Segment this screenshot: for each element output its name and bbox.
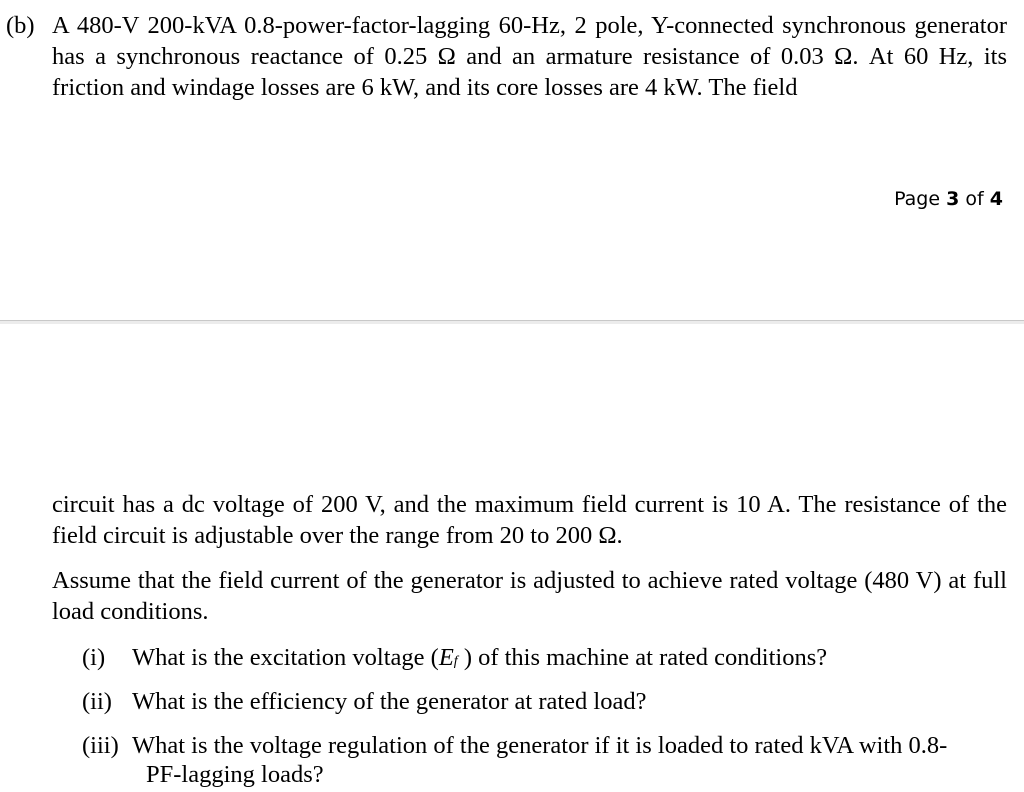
page-word: Page (894, 188, 941, 210)
question-text: What is the voltage regulation of the generator if it is loaded to rated kVA with 0.8- (132, 732, 948, 759)
question-text-after-symbol: ) of this machine at rated conditions? (457, 644, 828, 671)
problem-intro-paragraph: A 480-V 200-kVA 0.8-power-factor-lagging 60-Hz, 2 pole, Y-connected synchronous generator has a synchronous reactance of 0.25 Ω and an armature resistance of 0.03 Ω. At 60 Hz, its friction and windage losses are 6 kW, and its core losses are 4 kW. The field (52, 12, 1007, 101)
question-number: (i) (82, 644, 106, 671)
question-text: What is the efficiency of the generator at rated load? (132, 688, 647, 715)
excitation-voltage-symbol: E (438, 644, 454, 671)
question-number: (iii) (82, 732, 119, 759)
of-word: of (965, 188, 984, 210)
current-page-number: 3 (946, 188, 960, 210)
part-label: (b) (6, 12, 35, 39)
page-break-divider (0, 320, 1024, 324)
problem-continuation-paragraph: circuit has a dc voltage of 200 V, and the maximum field current is 10 A. The resistance of the field circuit is adjustable over the range from 20 to 200 Ω. (52, 491, 1007, 549)
page-number (894, 186, 1003, 212)
assumption-paragraph: Assume that the field current of the generator is adjusted to achieve rated voltage (480 V) at full load conditions. (52, 567, 1007, 625)
excitation-voltage-subscript: f (453, 654, 458, 669)
question-text-continuation: PF-lagging loads? (146, 761, 324, 788)
question-number: (ii) (82, 688, 112, 715)
total-page-count: 4 (989, 188, 1003, 210)
question-text-before-symbol: What is the excitation voltage ( (132, 644, 439, 671)
question-text (132, 642, 827, 677)
